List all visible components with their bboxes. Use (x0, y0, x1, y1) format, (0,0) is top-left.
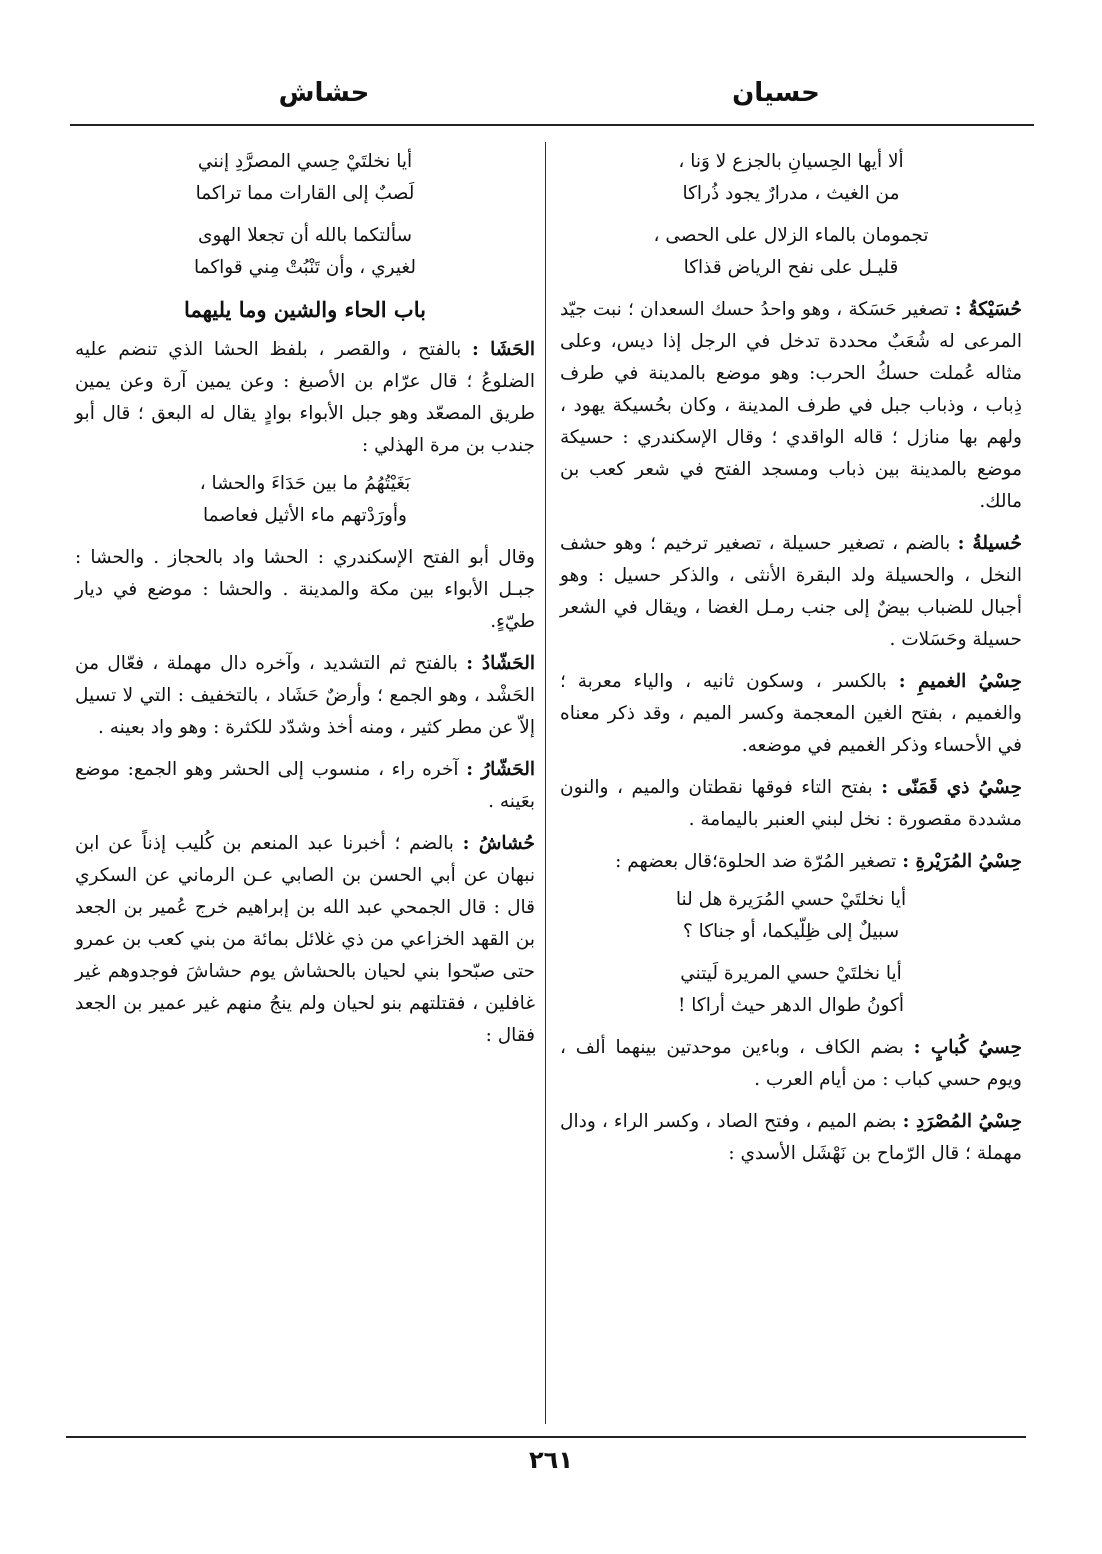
verse-line: بَغَيْتُهُمُ ما بين حَدَاءَ والحشا ، (199, 473, 411, 494)
page-number: ٢٦١ (529, 1446, 573, 1474)
chapter-title: باب الحاء والشين وما يليهما (184, 297, 426, 322)
entry-headword: حُسيلةُ : (957, 533, 1022, 554)
running-header-left: حشاش (278, 78, 370, 108)
entry-text: بضم الميم ، وفتح الصاد ، وكسر الراء ، ودال مهملة ؛ قال الرّماح بن نَهْشَل الأسدي : (560, 1111, 1022, 1164)
entry-text: تصغير المُرّة ضد الحلوة؛قال بعضهم : (615, 851, 897, 872)
entry (75, 754, 535, 818)
entry-headword: حِسيُ كُبابٍ : (913, 1037, 1022, 1058)
entry-headword: حِسْيُ المُرَيْرةِ : (902, 851, 1022, 872)
entry-text: بالضم ، تصغير حسيلة ، تصغير ترخيم ؛ وهو حشف النخل ، والحسيلة ولد البقرة الأنثى ، والذكر حسيل : وهو أجبال للضباب بيضٌ إلى جنب رمـل الغضا ، ويقال في الشعر حسيلة وحَسَلات . (560, 533, 1022, 650)
right-column (560, 140, 1022, 1180)
entry-text: بضم الكاف ، وباءين موحدتين بينهما ألف ، ويوم حسي كباب : من أيام العرب . (560, 1037, 1022, 1090)
verse-block (560, 884, 1022, 948)
verse-line: وأورَدْتهم ماء الأثيل فعاصما (203, 505, 407, 526)
left-column (75, 140, 535, 1062)
entry-headword: حِسْيُ الغميمِ : (898, 671, 1022, 692)
entry-text: بفتح التاء فوقها نقطتان والميم ، والنون مشددة مقصورة : نخل لبني العنبر باليمامة . (560, 777, 1022, 830)
verse-block (560, 220, 1022, 284)
entry-headword: الحَشّارُ : (466, 759, 535, 780)
running-header-right: حسيان (732, 78, 820, 108)
entry-text: آخره راء ، منسوب إلى الحشر وهو الجمع: موضع بعَينه . (75, 759, 535, 812)
entry (560, 294, 1022, 518)
entry-headword: حِسْيُ المُصْرَدِ : (902, 1111, 1022, 1132)
entry (560, 1032, 1022, 1096)
header-rule (70, 124, 1034, 126)
verse-line: أيا نخلتَيْ حسي المريرة لَيتني (680, 963, 902, 984)
entry-headword: حُشاشُ : (462, 833, 535, 854)
entry-text: بالفتح ثم التشديد ، وآخره دال مهملة ، فعّال من الحَشْد ، وهو الجمع ؛ وأرضٌ حَشَاد ، بالتخفيف : التي لا تسيل إلاّ عن مطر كثير ، ومنه أخذ وشدّد للكثرة : وهو واد بعينه . (75, 653, 535, 738)
entry-headword: حِسْيُ ذي قَمَنّى : (881, 777, 1022, 798)
footer-rule (66, 1436, 1026, 1438)
verse-line: لَصبٌ إلى القارات مما تراكما (195, 183, 415, 204)
entry-text: بالضم ؛ أخبرنا عبد المنعم بن كُليب إذناً عن ابن نبهان عن أبي الحسن بن الصابي عـن الرماني عن السكري قال : قال الجمحي عبد الله بن إبراهيم خرج عُمير بن الجعد بن القهد الخزاعي من ذي غلائل بمائة من بني كعب بن عمرو حتى صبّحوا بني لحيان بالحشاش يوم حشاشَ فوجدوهم غير غافلين ، فقتلتهم بنو لحيان ولم ينجُ منهم غير عمير بن الجعد فقال : (75, 833, 535, 1046)
entry (75, 648, 535, 744)
entry-text: بالكسر ، وسكون ثانيه ، والياء معربة ؛ والغميم ، بفتح الغين المعجمة وكسر الميم ، وقد ذكر معناه في الأحساء وذكر الغميم في موضعه. (560, 671, 1022, 756)
entry (560, 666, 1022, 762)
entry (560, 1106, 1022, 1170)
verse-block (75, 220, 535, 284)
verse-line: أكونُ طوال الدهر حيث أراكا ! (677, 995, 905, 1016)
verse-line: تجمومان بالماء الزلال على الحصى ، (653, 225, 929, 246)
verse-block (75, 146, 535, 210)
verse-line: سبيلٌ إلى ظِلّيكما، أو جناكا ؟ (682, 921, 900, 942)
verse-line: من الغيث ، مدرارٌ يجود ذُراكا (682, 183, 900, 204)
entry (560, 846, 1022, 878)
verse-line: قليـل على نفح الرياض قذاكا (683, 257, 899, 278)
entry-headword: الحَشَا : (472, 339, 535, 360)
verse-line: أيا نخلتَيْ حسي المُرَيرة هل لنا (675, 889, 907, 910)
entry-continuation: وقال أبو الفتح الإسكندري : الحشا واد بالحجاز . والحشا : جبـل الأبواء بين مكة والمدينة . والحشا : موضع في ديار طيّءٍ. (75, 547, 535, 632)
entry (560, 528, 1022, 656)
verse-line: ألا أيها الحِسيانِ بالجزع لا وَنا ، (678, 151, 904, 172)
verse-line: سألتكما بالله أن تجعلا الهوى (197, 225, 412, 246)
verse-line: أيا نخلتَيْ حِسي المصرَّدِ إنني (197, 151, 413, 172)
column-divider (545, 142, 546, 1424)
entry (560, 772, 1022, 836)
entry-headword: حُسَيْكةُ : (954, 299, 1022, 320)
verse-line: لغيري ، وأن تَنْبُتْ مِني قواكما (194, 257, 416, 278)
entry (75, 828, 535, 1052)
verse-block (75, 468, 535, 532)
verse-block (560, 146, 1022, 210)
entry (75, 334, 535, 462)
entry-text: تصغير حَسَكة ، وهو واحدُ حسك السعدان ؛ نبت جيّد المرعى له شُعَبٌ محددة تدخل في الرجل إذا ديس، وعلى مثاله عُملت حسكُ الحرب: وهو موضع بالمدينة في طرف ذِباب ، وذباب جبل في طرف المدينة ، وكان بحُسيكة يهود ، ولهم بها منازل ؛ قاله الواقدي ؛ وقال الإسكندري : حسيكة موضع بالمدينة بين ذباب ومسجد الفتح في شعر كعب بن مالك. (560, 299, 1022, 512)
entry-text: بالفتح ، والقصر ، بلفظ الحشا الذي تنضم عليه الضلوعُ ؛ قال عرّام بن الأصبغ : وعن يمين آرة وعن يمين طريق المصعّد وهو جبل الأبواء بوادٍ يقال له البعق ؛ قال أبو جندب بن مرة الهذلي : (75, 339, 535, 456)
verse-block (560, 958, 1022, 1022)
entry-headword: الحَشّادُ : (466, 653, 536, 674)
